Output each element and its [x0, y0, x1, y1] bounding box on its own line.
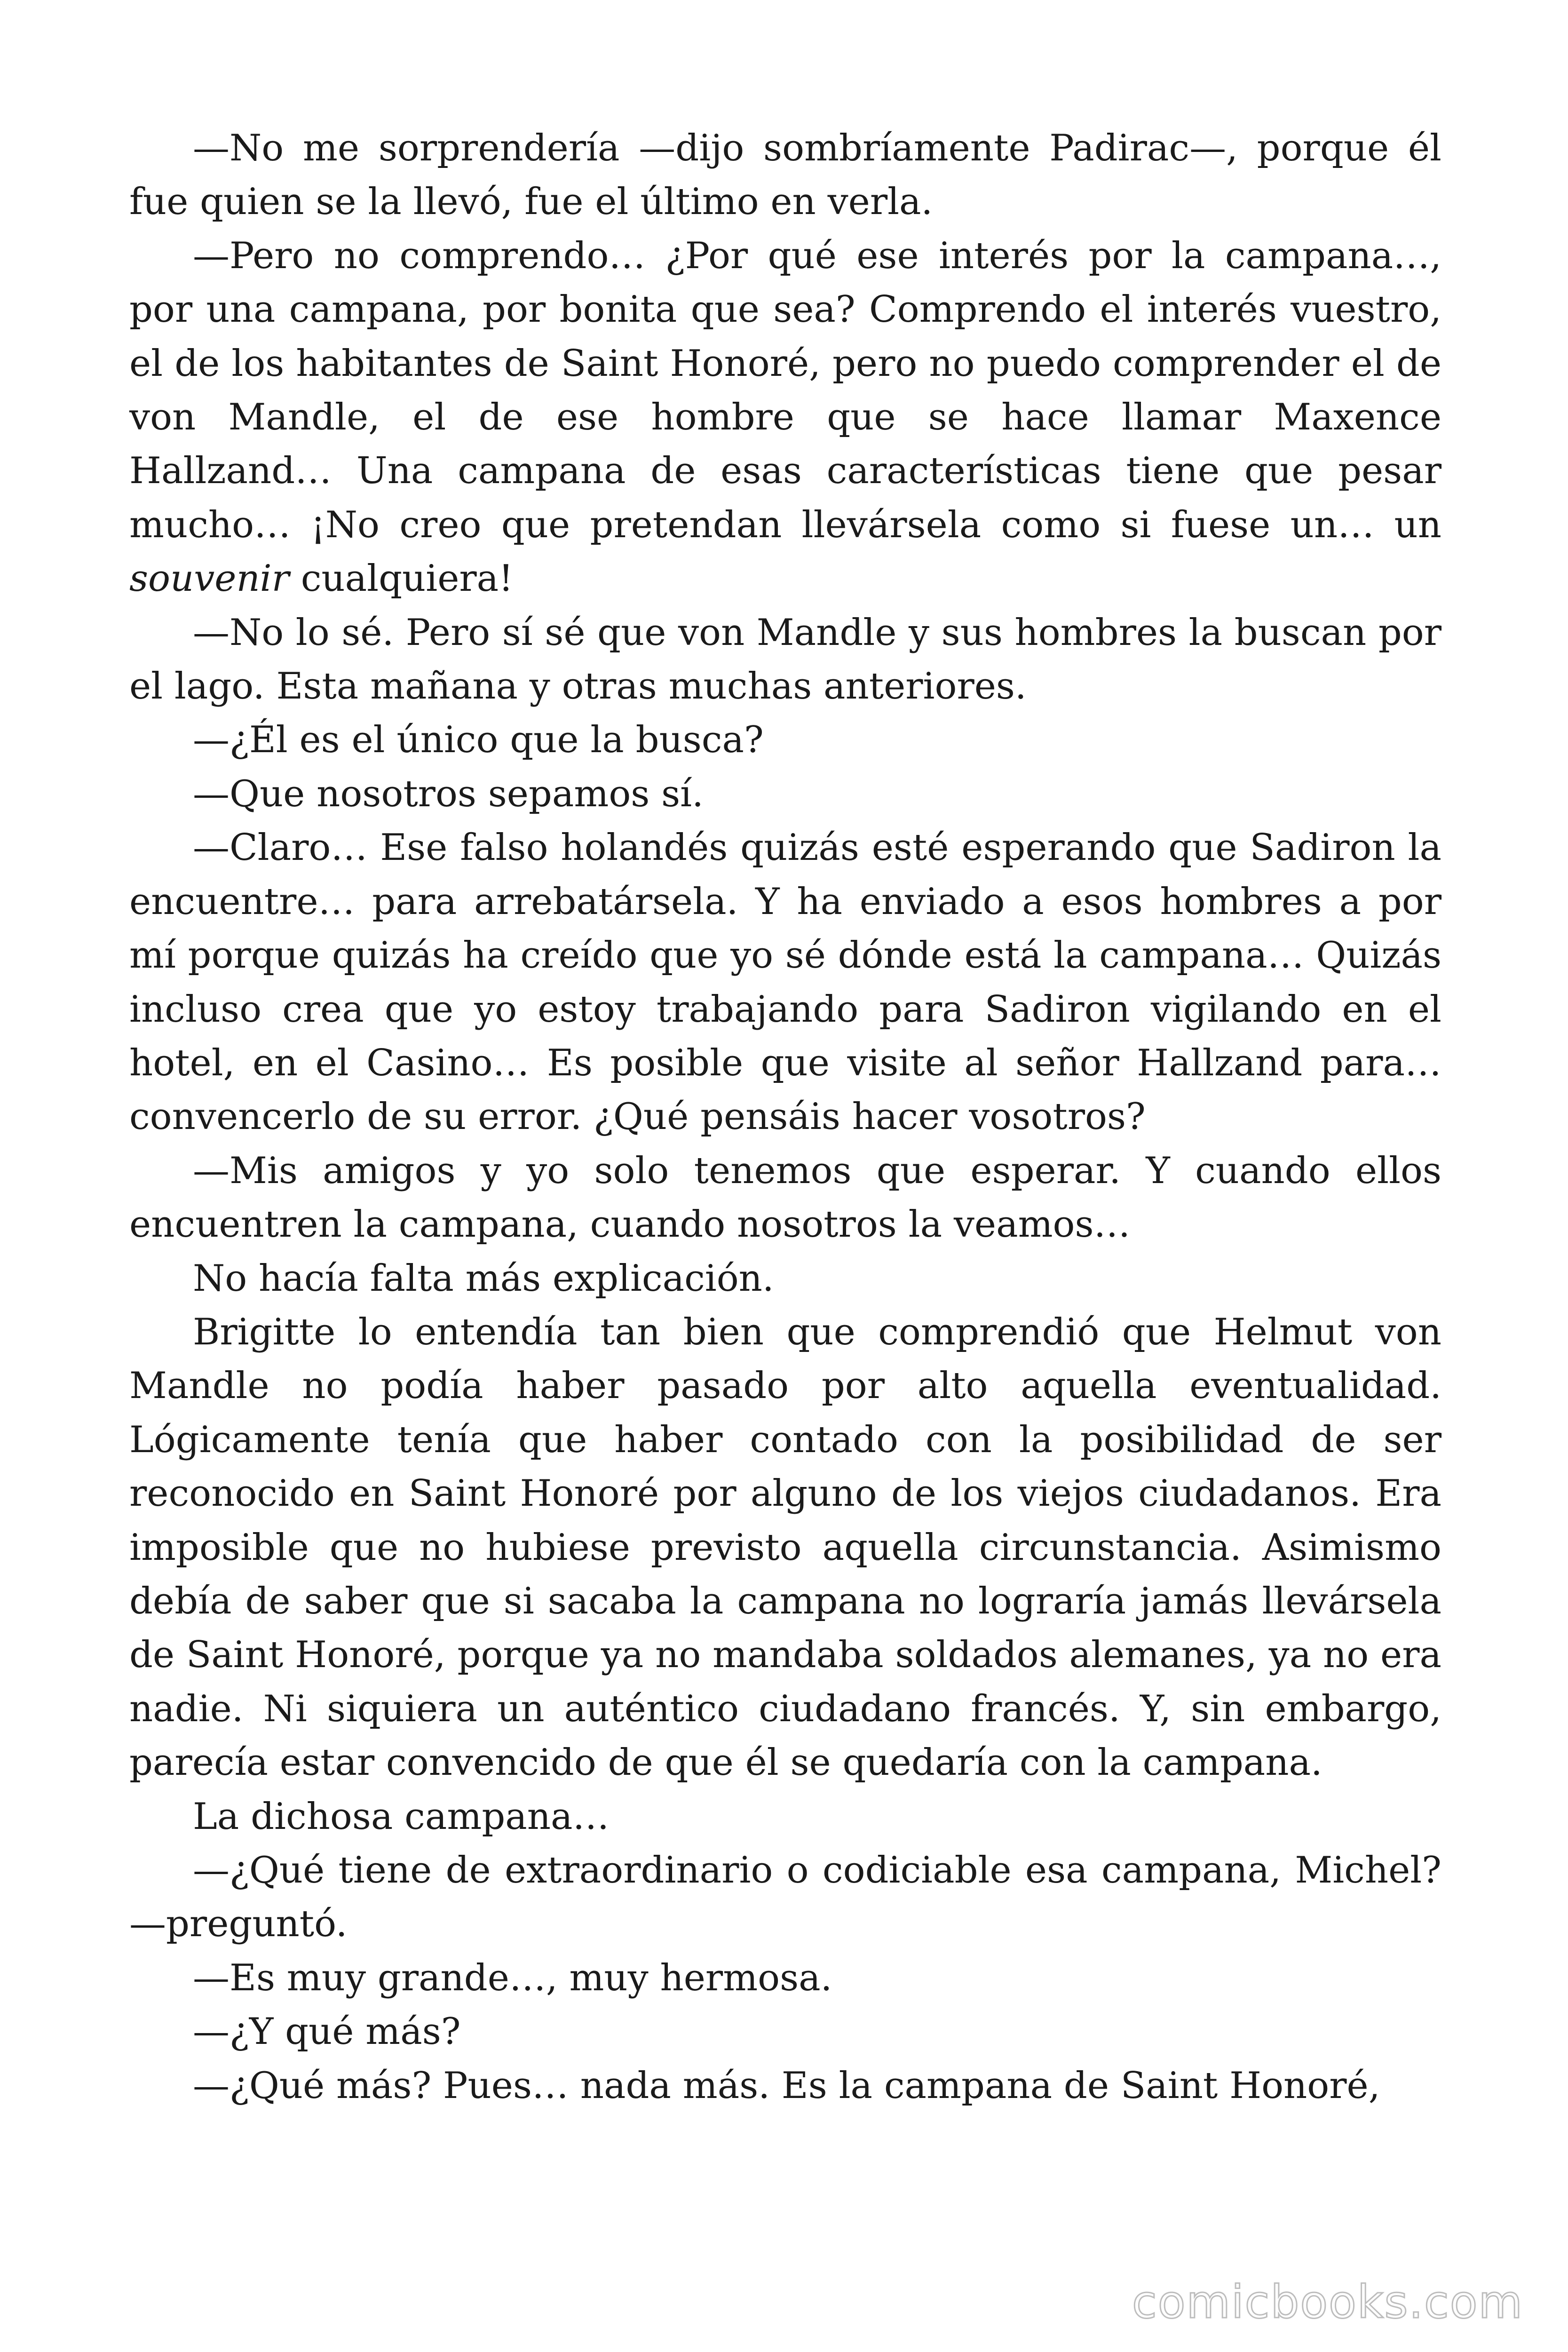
paragraph: No hacía falta más explicación. [193, 1257, 774, 1300]
watermark: comicbooks.com [1132, 2276, 1523, 2328]
paragraph: —¿Él es el único que la busca? [193, 719, 764, 762]
paragraph: La dichosa campana… [193, 1795, 610, 1838]
paragraph: —Que nosotros sepamos sí. [193, 772, 704, 815]
paragraph: —¿Qué tiene de extraordinario o codiciable esa campana, Michel? —preguntó. [129, 1849, 1441, 1946]
paragraph: —No lo sé. Pero sí sé que von Mandle y sus hombres la buscan por el lago. Esta mañana y otras muchas anteriores. [129, 611, 1441, 708]
paragraph: —Mis amigos y yo solo tenemos que esperar. Y cuando ellos encuentren la campana, cuando nosotros la veamos… [129, 1149, 1441, 1246]
paragraph-text-tail: cualquiera! [289, 557, 514, 600]
paragraph: —¿Qué más? Pues… nada más. Es la campana de Saint Honoré, [193, 2064, 1380, 2107]
paragraph-text: —Pero no comprendo… ¿Por qué ese interés por la campana…, por una campana, por bonita que sea? Comprendo el interés vuestro, el de los habitantes de Saint Honoré, pero no puedo comprender el de von Mandle, el de ese hombre que se hace llamar Maxence Hallzand… Una campana de esas características tiene que pesar mucho… ¡No creo que pretendan llevársela como si fuese un… un [129, 234, 1441, 546]
italic-word: souvenir [129, 557, 289, 600]
paragraph [129, 229, 1441, 606]
paragraph: —Es muy grande…, muy hermosa. [193, 1956, 832, 1999]
body-text [129, 121, 1441, 2113]
paragraph: —No me sorprendería —dijo sombríamente Padirac—, porque él fue quien se la llevó, fue el último en verla. [129, 127, 1441, 223]
paragraph: —Claro… Ese falso holandés quizás esté esperando que Sadiron la encuentre… para arrebatársela. Y ha enviado a esos hombres a por mí porque quizás ha creído que yo sé dónde está la campana… Quizás incluso crea que yo estoy trabajando para Sadiron vigilando en el hotel, en el Casino… Es posible que visite al señor Hallzand para… convencerlo de su error. ¿Qué pensáis hacer vosotros? [129, 826, 1441, 1138]
paragraph: —¿Y qué más? [193, 2010, 461, 2053]
paragraph: Brigitte lo entendía tan bien que comprendió que Helmut von Mandle no podía haber pasado por alto aquella eventualidad. Lógicamente tenía que haber contado con la posibilidad de ser reconocido en Saint Honoré por alguno de los viejos ciudadanos. Era imposible que no hubiese previsto aquella circunstancia. Asimismo debía de saber que si sacaba la campana no lograría jamás llevársela de Saint Honoré, porque ya no mandaba soldados alemanes, ya no era nadie. Ni siquiera un auténtico ciudadano francés. Y, sin embargo, parecía estar convencido de que él se quedaría con la campana. [129, 1311, 1441, 1784]
